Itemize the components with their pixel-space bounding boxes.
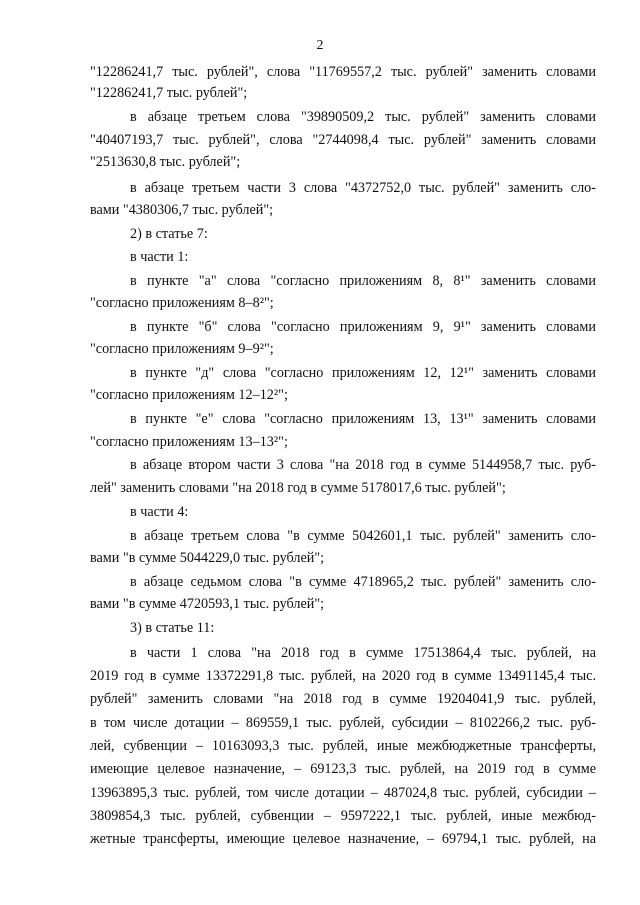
text-line: в пункте "а" слова "согласно приложениям 8, 8¹" заменить словами <box>130 273 596 289</box>
text-line: "12286241,7 тыс. рублей"; <box>90 85 248 101</box>
text-line: 3) в статье 11: <box>130 620 215 636</box>
text-line: "согласно приложениям 9–9²"; <box>90 341 274 357</box>
text-line: "согласно приложениям 13–13²"; <box>90 434 288 450</box>
text-line: жетные трансферты, имеющие целевое назначение, – 69794,1 тыс. рублей, на <box>90 831 596 847</box>
text-line: "2513630,8 тыс. рублей"; <box>90 154 241 170</box>
text-line: вами "в сумме 5044229,0 тыс. рублей"; <box>90 550 325 566</box>
page-number: 2 <box>316 38 324 53</box>
text-line: в абзаце втором части 3 слова "на 2018 год в сумме 5144958,7 тыс. руб- <box>130 457 596 473</box>
text-line: в пункте "е" слова "согласно приложениям 13, 13¹" заменить словами <box>130 411 596 427</box>
text-line: в части 1 слова "на 2018 год в сумме 17513864,4 тыс. рублей, на <box>130 645 596 661</box>
text-line: в абзаце третьем слова "в сумме 5042601,1 тыс. рублей" заменить сло- <box>130 528 596 544</box>
text-line: в абзаце седьмом слова "в сумме 4718965,2 тыс. рублей" заменить сло- <box>130 574 596 590</box>
text-line: "12286241,7 тыс. рублей", слова "11769557,2 тыс. рублей" заменить словами <box>90 64 596 80</box>
text-line: "согласно приложениям 12–12²"; <box>90 387 288 403</box>
text-line: имеющие целевое назначение, – 69123,3 тыс. рублей, на 2019 год в сумме <box>90 761 596 777</box>
text-line: 13963895,3 тыс. рублей, том числе дотации – 487024,8 тыс. рублей, субсидии – <box>90 785 596 801</box>
text-line: в пункте "д" слова "согласно приложениям 12, 12¹" заменить словами <box>130 365 596 381</box>
text-line: в части 4: <box>130 504 189 520</box>
text-line: в пункте "б" слова "согласно приложениям 9, 9¹" заменить словами <box>130 319 596 335</box>
text-line: вами "в сумме 4720593,1 тыс. рублей"; <box>90 596 325 612</box>
text-line: в части 1: <box>130 249 189 265</box>
text-line: вами "4380306,7 тыс. рублей"; <box>90 202 274 218</box>
text-line: лей, субвенции – 10163093,3 тыс. рублей, иные межбюджетные трансферты, <box>90 738 596 754</box>
text-line: "согласно приложениям 8–8²"; <box>90 295 274 311</box>
text-line: 3809854,3 тыс. рублей, субвенции – 9597222,1 тыс. рублей, иные межбюд- <box>90 808 596 824</box>
text-line: рублей" заменить словами "на 2018 год в сумме 19204041,9 тыс. рублей, <box>90 691 596 707</box>
text-line: лей" заменить словами "на 2018 год в сумме 5178017,6 тыс. рублей"; <box>90 480 506 496</box>
text-line: в том числе дотации – 869559,1 тыс. рублей, субсидии – 8102266,2 тыс. руб- <box>90 715 596 731</box>
text-line: 2) в статье 7: <box>130 226 208 242</box>
text-line: в абзаце третьем части 3 слова "4372752,0 тыс. рублей" заменить сло- <box>130 180 596 196</box>
text-line: "40407193,7 тыс. рублей", слова "2744098,4 тыс. рублей" заменить словами <box>90 132 596 148</box>
text-line: 2019 год в сумме 13372291,8 тыс. рублей, на 2020 год в сумме 13491145,4 тыс. <box>90 668 596 684</box>
text-line: в абзаце третьем слова "39890509,2 тыс. рублей" заменить словами <box>130 109 596 125</box>
